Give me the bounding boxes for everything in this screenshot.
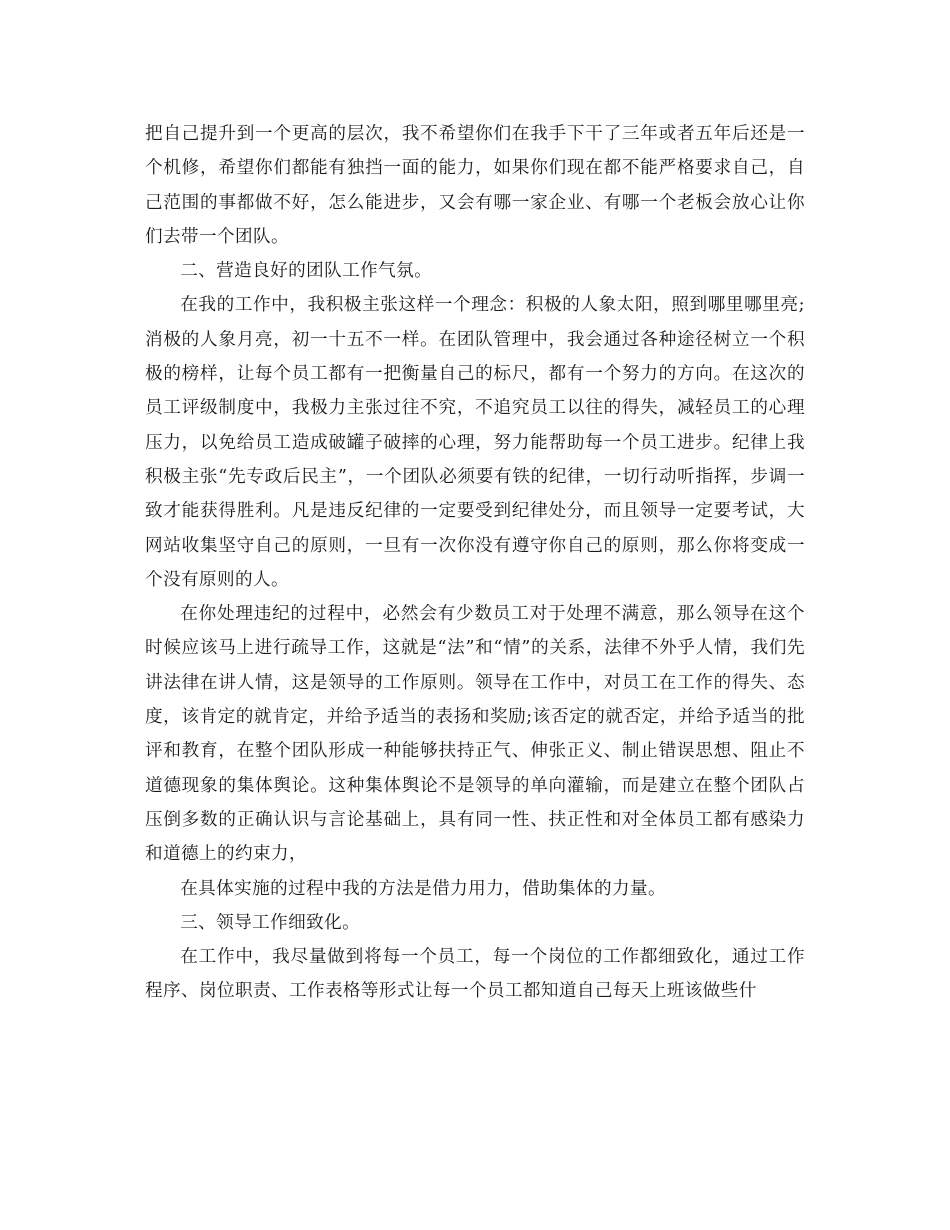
section-heading-2: 二、营造良好的团队工作气氛。 (180, 261, 433, 282)
section-heading-3: 三、领导工作细致化。 (180, 912, 361, 933)
paragraph-1: 把自己提升到一个更高的层次，我不希望你们在我手下干了三年或者五年后还是一个机修，希望你们都能有独挡一面的能力，如果你们现在都不能严格要求自己，自己范围的事都做不好，怎么能进步，又会有哪一家企业、有哪一个老板会放心让你们去带一个团队。 (145, 124, 805, 247)
document-body (145, 117, 805, 1009)
paragraph-7: 在工作中，我尽量做到将每一个员工，每一个岗位的工作都细致化，通过工作程序、岗位职责、工作表格等形式让每一个员工都知道自己每天上班该做些什 (145, 947, 805, 1002)
paragraph-5: 在具体实施的过程中我的方法是借力用力，借助集体的力量。 (180, 878, 667, 899)
paragraph-3: 在我的工作中，我积极主张这样一个理念：积极的人象太阳，照到哪里哪里亮;消极的人象月亮，初一十五不一样。在团队管理中，我会通过各种途径树立一个积极的榜样，让每个员工都有一把衡量自己的标尺，都有一个努力的方向。在这次的员工评级制度中，我极力主张过往不究，不追究员工以往的得失，减轻员工的心理压力，以免给员工造成破罐子破摔的心理，努力能帮助每一个员工进步。纪律上我积极主张“先专政后民主”，一个团队必须要有铁的纪律，一切行动听指挥，步调一致才能获得胜利。凡是违反纪律的一定要受到纪律处分，而且领导一定要考试，大网站收集坚守自己的原则，一旦有一次你没有遵守你自己的原则，那么你将变成一个没有原则的人。 (145, 295, 805, 590)
paragraph-4: 在你处理违纪的过程中，必然会有少数员工对于处理不满意，那么领导在这个时候应该马上进行疏导工作，这就是“法”和“情”的关系，法律不外乎人情，我们先讲法律在讲人情，这是领导的工作原则。领导在工作中，对员工在工作的得失、态度，该肯定的就肯定，并给予适当的表扬和奖励;该否定的就否定，并给予适当的批评和教育，在整个团队形成一种能够扶持正气、伸张正义、制止错误思想、阻止不道德现象的集体舆论。这种集体舆论不是领导的单向灌输，而是建立在整个团队占压倒多数的正确认识与言论基础上，具有同一性、扶正性和对全体员工都有感染力和道德上的约束力， (145, 604, 805, 865)
